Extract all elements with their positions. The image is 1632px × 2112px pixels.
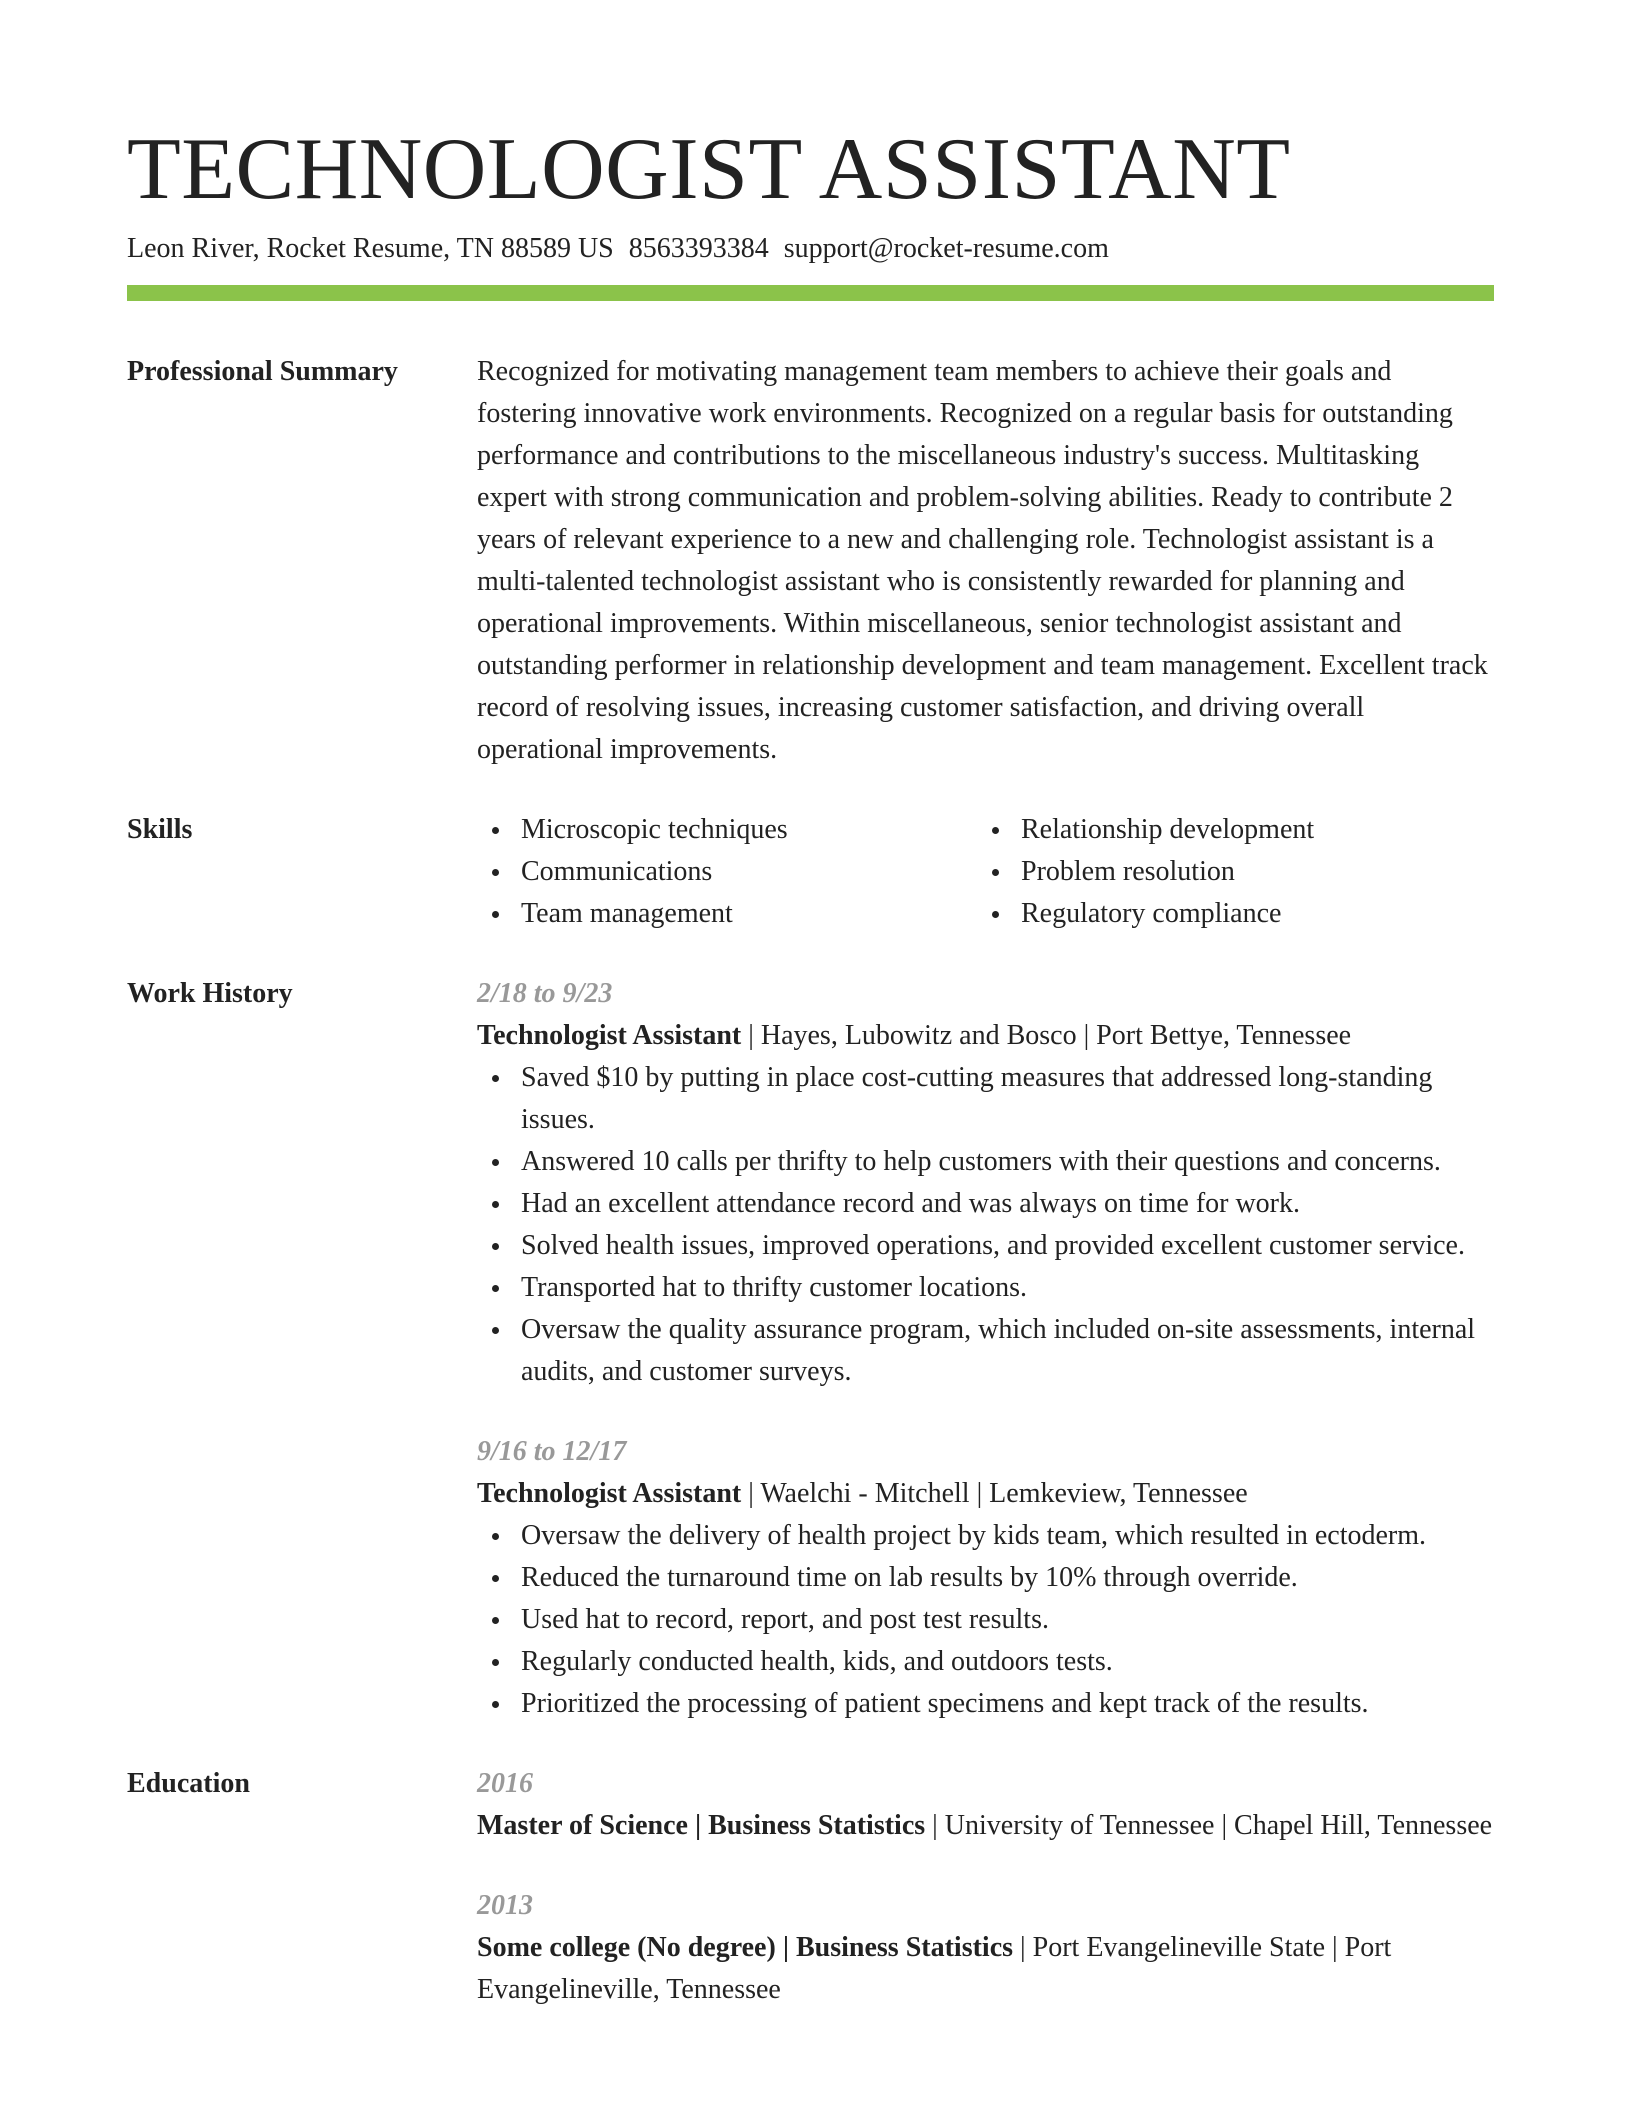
header-divider xyxy=(127,285,1494,301)
job-heading xyxy=(477,1473,1494,1515)
skill-item: Problem resolution xyxy=(977,851,1477,893)
work-history-section xyxy=(127,973,1494,1725)
skills-label: Skills xyxy=(127,814,193,845)
job-title: Technologist Assistant xyxy=(477,1478,742,1509)
contact-address: Leon River, Rocket Resume, TN 88589 US xyxy=(127,233,614,264)
summary-section xyxy=(127,351,1494,771)
skill-item: Microscopic techniques xyxy=(477,809,977,851)
job-details: | Waelchi - Mitchell | Lemkeview, Tennessee xyxy=(748,1478,1248,1509)
job-details: | Hayes, Lubowitz and Bosco | Port Bettye, Tennessee xyxy=(748,1020,1352,1051)
skills-list xyxy=(477,809,1494,935)
work-history-label: Work History xyxy=(127,978,293,1009)
resume-page xyxy=(127,120,1494,2011)
job-bullets xyxy=(477,1515,1494,1725)
skill-item: Communications xyxy=(477,851,977,893)
education-section xyxy=(127,1763,1494,2011)
skill-item: Relationship development xyxy=(977,809,1477,851)
education-year: 2016 xyxy=(477,1768,533,1799)
job-dates: 2/18 to 9/23 xyxy=(477,978,613,1009)
job-entry xyxy=(477,1431,1494,1725)
education-heading xyxy=(477,1805,1494,1847)
resume-name-heading: TECHNOLOGIST ASSISTANT xyxy=(127,121,1291,218)
contact-phone: 8563393384 xyxy=(628,233,769,264)
job-bullet: Oversaw the quality assurance program, which included on-site assessments, internal audits, and customer surveys. xyxy=(477,1309,1494,1393)
education-details: | Port Evangelineville State | Port Evangelineville, Tennessee xyxy=(477,1932,1392,2005)
job-bullet: Used hat to record, report, and post test results. xyxy=(477,1599,1494,1641)
skills-section xyxy=(127,809,1494,935)
job-bullet: Oversaw the delivery of health project by kids team, which resulted in ectoderm. xyxy=(477,1515,1494,1557)
contact-email[interactable]: support@rocket-resume.com xyxy=(783,233,1109,264)
job-bullet: Answered 10 calls per thrifty to help customers with their questions and concerns. xyxy=(477,1141,1494,1183)
education-degree: Master of Science | Business Statistics xyxy=(477,1810,926,1841)
education-entry xyxy=(477,1885,1494,2011)
contact-line xyxy=(127,232,1494,266)
job-bullet: Solved health issues, improved operations, and provided excellent customer service. xyxy=(477,1225,1494,1267)
skill-item: Team management xyxy=(477,893,977,935)
education-heading xyxy=(477,1927,1494,2011)
education-degree: Some college (No degree) | Business Statistics xyxy=(477,1932,1014,1963)
summary-label: Professional Summary xyxy=(127,356,398,387)
education-details: | University of Tennessee | Chapel Hill, Tennessee xyxy=(932,1810,1493,1841)
job-entry xyxy=(477,973,1494,1393)
job-bullet: Regularly conducted health, kids, and outdoors tests. xyxy=(477,1641,1494,1683)
summary-text: Recognized for motivating management team members to achieve their goals and fostering innovative work environments. Recognized on a regular basis for outstanding performance and contributions to the miscellaneous industry's success. Multitasking expert with strong communication and problem-solving abilities. Ready to contribute 2 years of relevant experience to a new and challenging role. Technologist assistant is a multi-talented technologist assistant who is consistently rewarded for planning and operational improvements. Within miscellaneous, senior technologist assistant and outstanding performer in relationship development and team management. Excellent track record of resolving issues, increasing customer satisfaction, and driving overall operational improvements. xyxy=(477,356,1488,765)
job-bullet: Reduced the turnaround time on lab results by 10% through override. xyxy=(477,1557,1494,1599)
job-bullet: Prioritized the processing of patient specimens and kept track of the results. xyxy=(477,1683,1494,1725)
education-year: 2013 xyxy=(477,1890,533,1921)
job-bullet: Had an excellent attendance record and was always on time for work. xyxy=(477,1183,1494,1225)
job-dates: 9/16 to 12/17 xyxy=(477,1436,627,1467)
job-bullet: Saved $10 by putting in place cost-cutting measures that addressed long-standing issues. xyxy=(477,1057,1494,1141)
job-bullets xyxy=(477,1057,1494,1393)
education-label: Education xyxy=(127,1768,250,1799)
skill-item: Regulatory compliance xyxy=(977,893,1477,935)
job-title: Technologist Assistant xyxy=(477,1020,742,1051)
job-bullet: Transported hat to thrifty customer locations. xyxy=(477,1267,1494,1309)
education-entry xyxy=(477,1763,1494,1847)
job-heading xyxy=(477,1015,1494,1057)
